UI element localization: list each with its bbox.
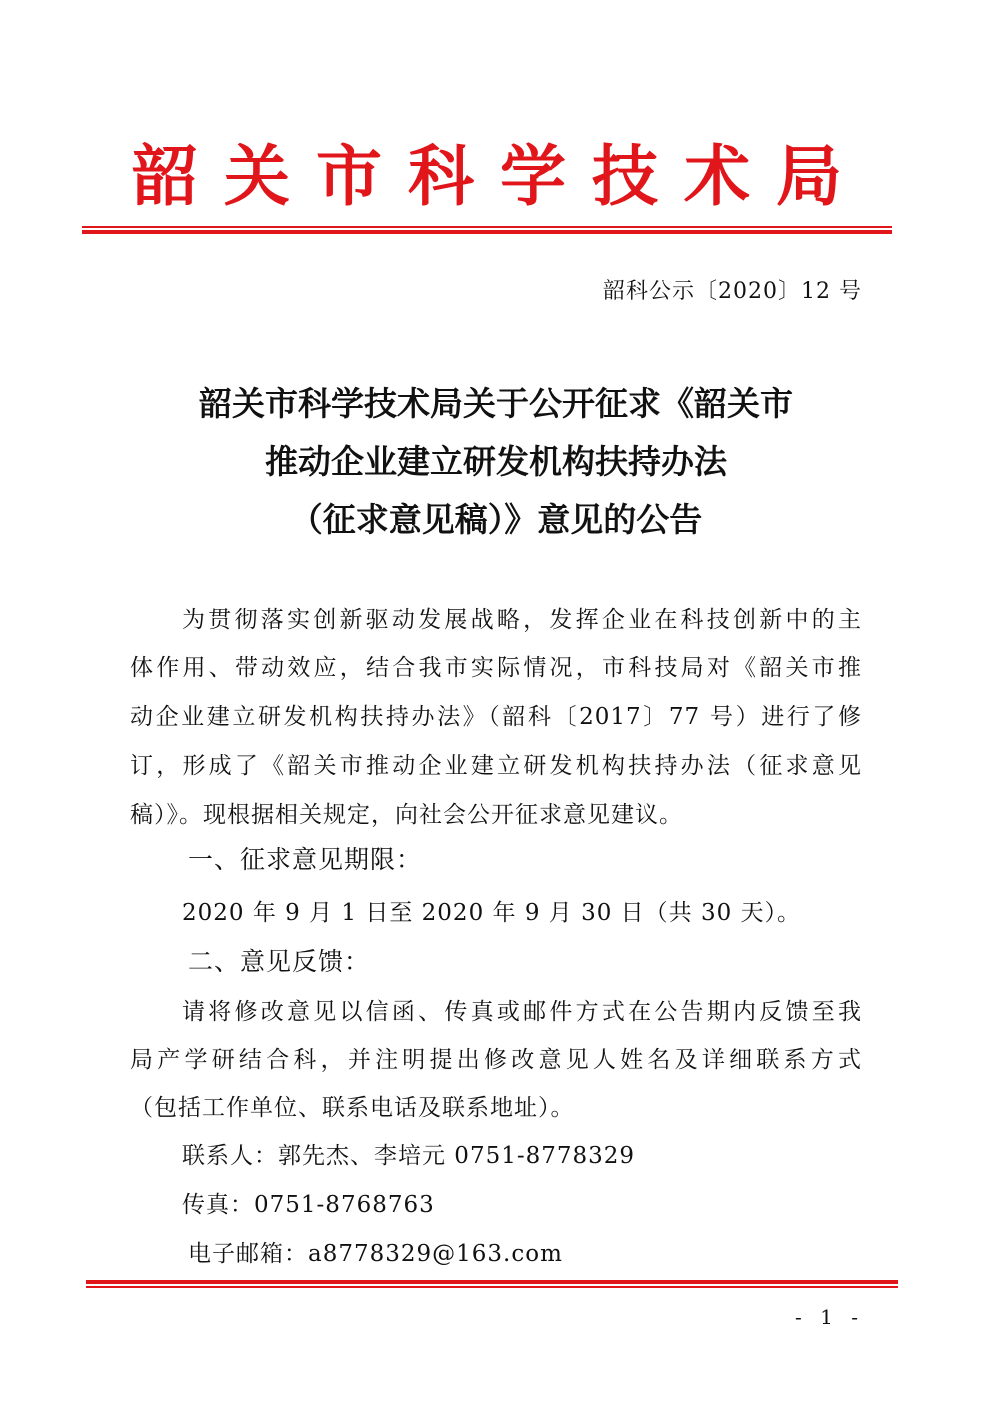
footer-divider-thin xyxy=(86,1286,898,1288)
agency-name: 韶关市科学技术局 xyxy=(132,137,868,215)
header-divider-thin xyxy=(82,226,892,228)
page-title-line-3: （征求意见稿）》意见的公告 xyxy=(289,500,703,539)
intro-line-5: 稿）》。现根据相关规定，向社会公开征求意见建议。 xyxy=(130,802,683,828)
intro-line-4: 订，形成了《韶关市推动企业建立研发机构扶持办法（征求意见 xyxy=(130,753,862,779)
page-number: - 1 - xyxy=(795,1305,864,1329)
intro-line-3: 动企业建立研发机构扶持办法》（韶科〔2017〕77 号）进行了修 xyxy=(130,704,862,730)
page-title-line-2: 推动企业建立研发机构扶持办法 xyxy=(265,442,727,481)
section-2-heading: 二、意见反馈： xyxy=(188,947,371,976)
footer-divider-thick xyxy=(86,1280,898,1284)
intro-line-2: 体作用、带动效应，结合我市实际情况，市科技局对《韶关市推 xyxy=(130,655,862,681)
intro-line-1: 为贯彻落实创新驱动发展战略，发挥企业在科技创新中的主 xyxy=(182,607,862,633)
section-2-line-3: （包括工作单位、联系电话及联系地址）。 xyxy=(130,1095,575,1121)
section-1-text: 2020 年 9 月 1 日至 2020 年 9 月 30 日（共 30 天）。 xyxy=(182,900,802,926)
section-2-line-2: 局产学研结合科，并注明提出修改意见人姓名及详细联系方式 xyxy=(130,1047,862,1073)
contact-person: 联系人：郭先杰、李培元 0751-8778329 xyxy=(182,1143,636,1169)
section-1-heading: 一、征求意见期限： xyxy=(188,845,423,874)
email-address: 电子邮箱：a8778329@163.com xyxy=(188,1241,563,1267)
page-title-line-1: 韶关市科学技术局关于公开征求《韶关市 xyxy=(199,384,793,423)
document-number: 韶科公示〔2020〕12 号 xyxy=(603,279,862,304)
header-divider-thick xyxy=(82,230,892,234)
section-2-line-1: 请将修改意见以信函、传真或邮件方式在公告期内反馈至我 xyxy=(182,999,862,1025)
fax-number: 传真：0751-8768763 xyxy=(182,1192,435,1218)
